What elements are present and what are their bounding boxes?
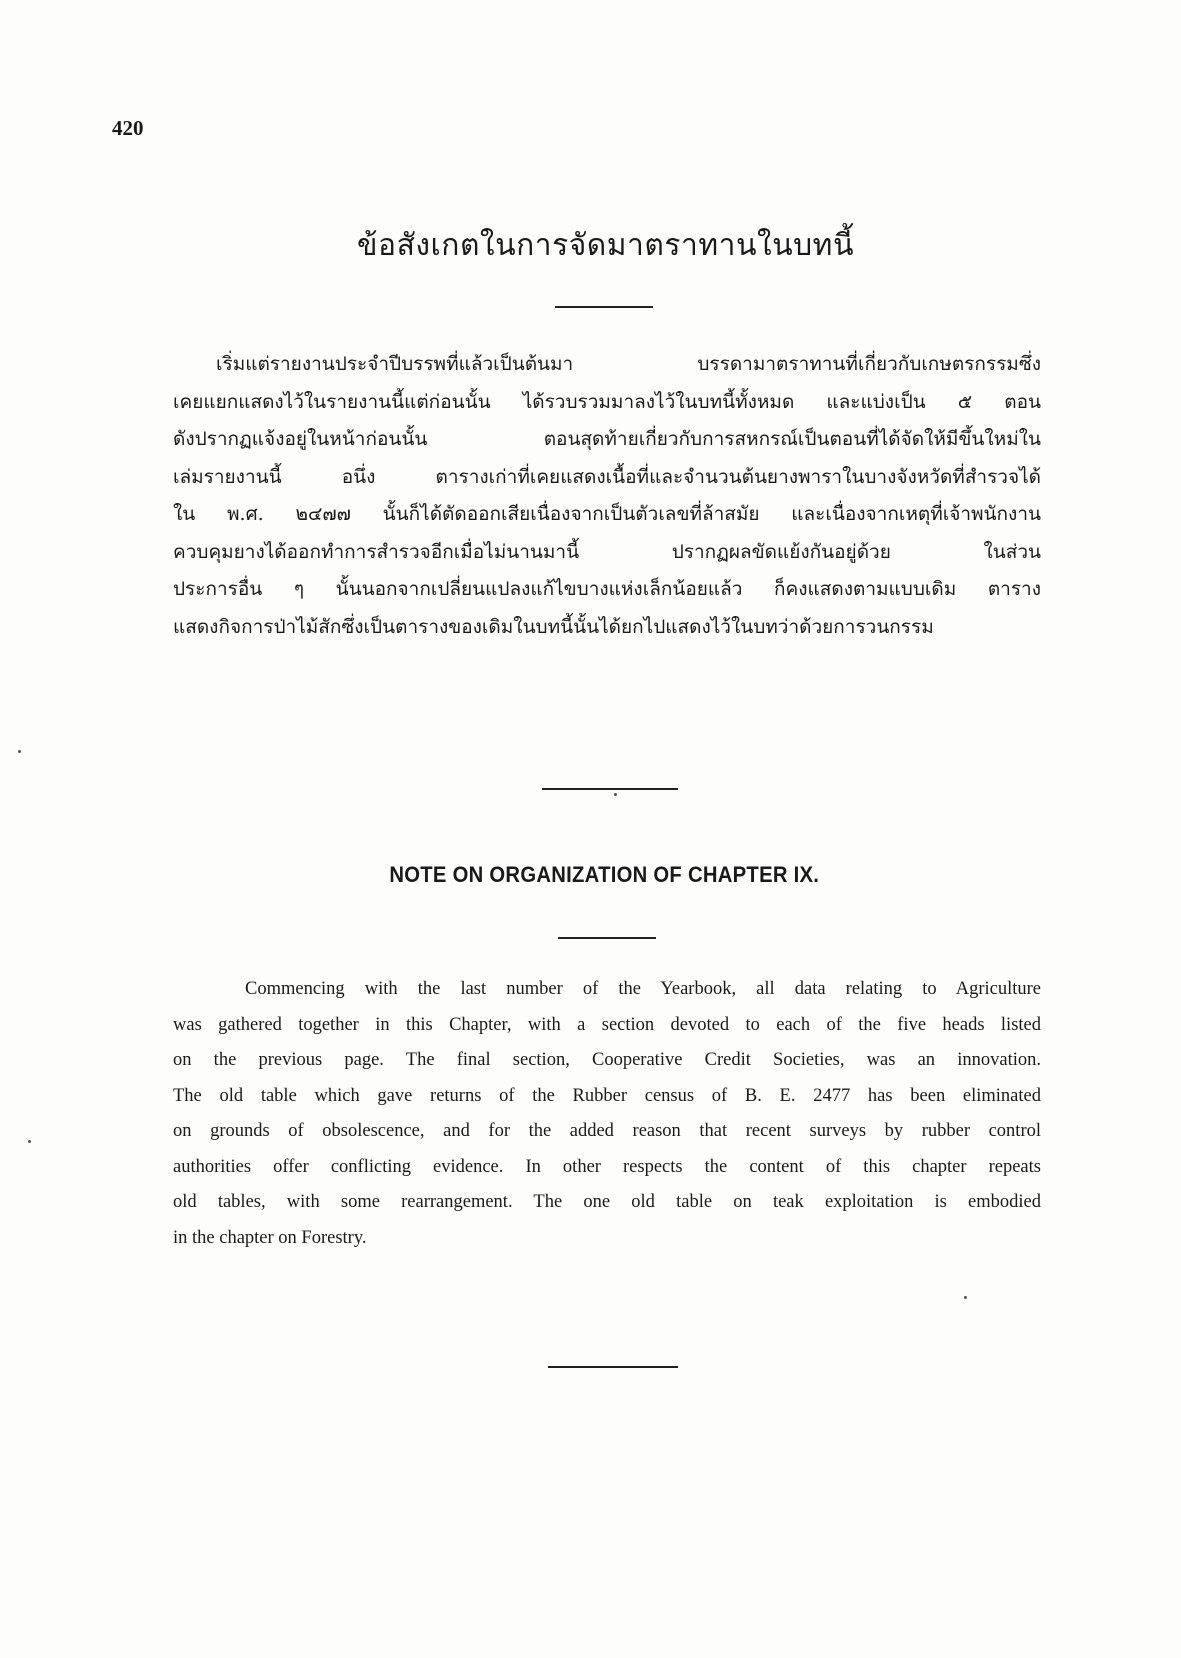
page-number: 420 <box>112 116 144 140</box>
english-body-line: The old table which gave returns of the Rubber census of B. E. 2477 has been eliminated <box>173 1085 1041 1106</box>
thai-section-title: ข้อสังเกตในการจัดมาตราทานในบทนี้ <box>357 228 854 263</box>
title-divider <box>555 306 653 308</box>
english-body-line: in the chapter on Forestry. <box>173 1227 367 1248</box>
thai-body-line: เล่มรายงานนี้ อนึ่ง ตารางเก่าที่เคยแสดงเนื้อที่และจำนวนต้นยางพาราในบางจังหวัดที่สำรวจได้ <box>173 465 1041 488</box>
page-speck <box>964 1296 967 1299</box>
english-body-line: was gathered together in this Chapter, with a section devoted to each of the five heads listed <box>173 1014 1041 1035</box>
thai-body-line: ใน พ.ศ. ๒๔๗๗ นั้นก็ได้ตัดออกเสียเนื่องจากเป็นตัวเลขที่ล้าสมัย และเนื่องจากเหตุที่เจ้าพนักงาน <box>173 503 1041 525</box>
end-divider <box>548 1366 678 1368</box>
english-body-paragraph <box>173 972 1041 1256</box>
thai-body-line: เริ่มแต่รายงานประจำปีบรรพที่แล้วเป็นต้นมา บรรดามาตราทานที่เกี่ยวกับเกษตรกรรมซึ่ง <box>216 353 1041 375</box>
page-speck <box>18 750 21 753</box>
thai-body-line: ประการอื่น ๆ นั้นนอกจากเปลี่ยนแปลงแก้ไขบางแห่งเล็กน้อยแล้ว ก็คงแสดงตามแบบเดิม ตาราง <box>173 578 1041 600</box>
english-section-title: NOTE ON ORGANIZATION OF CHAPTER IX. <box>389 862 820 887</box>
title-divider <box>558 937 656 939</box>
english-body-line: authorities offer conflicting evidence. In other respects the content of this chapter repeats <box>173 1156 1041 1177</box>
english-body-line: old tables, with some rearrangement. The one old table on teak exploitation is embodied <box>173 1192 1041 1212</box>
english-body-line: on grounds of obsolescence, and for the added reason that recent surveys by rubber control <box>173 1121 1041 1141</box>
english-body-line: Commencing with the last number of the Yearbook, all data relating to Agriculture <box>245 979 1041 999</box>
thai-body-line: เคยแยกแสดงไว้ในรายงานนี้แต่ก่อนนั้น ได้รวบรวมมาลงไว้ในบทนี้ทั้งหมด และแบ่งเป็น ๕ ตอน <box>173 390 1041 413</box>
page-speck <box>28 1140 31 1143</box>
page-speck <box>614 793 617 796</box>
thai-body-line: ดังปรากฏแจ้งอยู่ในหน้าก่อนนั้น ตอนสุดท้ายเกี่ยวกับการสหกรณ์เป็นตอนที่ได้จัดให้มีขึ้นใหม่ใน <box>173 428 1041 450</box>
thai-body-paragraph <box>173 346 1041 646</box>
section-divider <box>542 788 678 790</box>
english-body-line: on the previous page. The final section, Cooperative Credit Societies, was an innovation. <box>173 1050 1041 1070</box>
thai-body-line: แสดงกิจการป่าไม้สักซึ่งเป็นตารางของเดิมในบทนี้นั้นได้ยกไปแสดงไว้ในบทว่าด้วยการวนกรรม <box>173 615 934 638</box>
thai-body-line: ควบคุมยางได้ออกทำการสำรวจอีกเมื่อไม่นานมานี้ ปรากฏผลขัดแย้งกันอยู่ด้วย ในส่วน <box>173 540 1041 563</box>
